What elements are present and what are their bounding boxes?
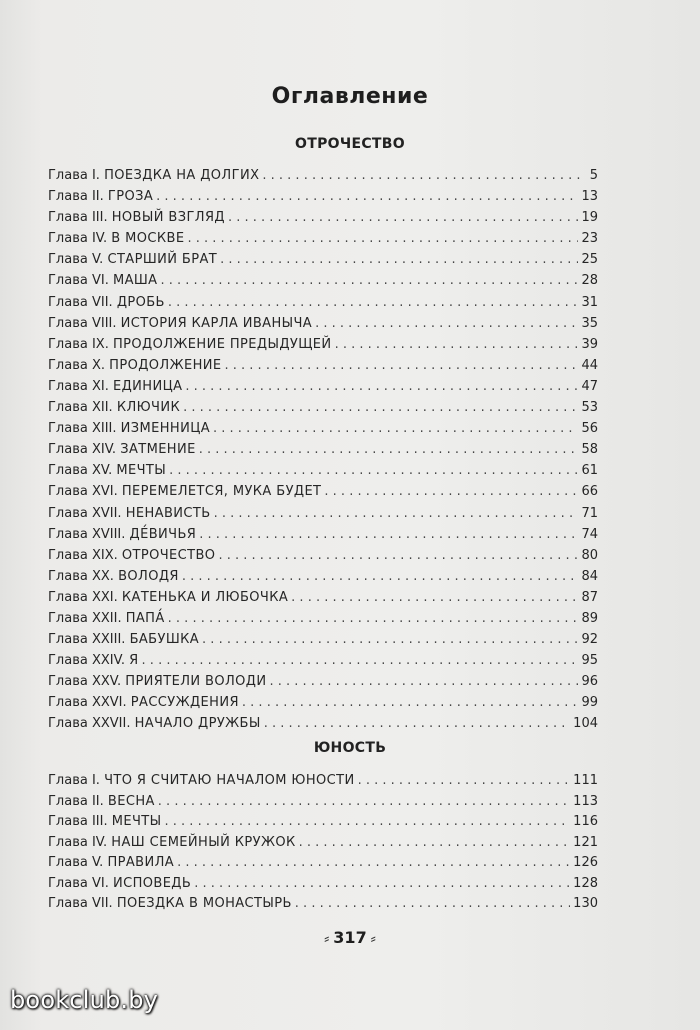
toc-entry-label bbox=[48, 207, 225, 228]
toc-page-number: 126 bbox=[573, 855, 598, 870]
chapter-number: Глава XXV. bbox=[48, 674, 122, 690]
toc-entry-label bbox=[48, 650, 139, 671]
chapter-number: Глава XXIV. bbox=[48, 653, 125, 669]
dot-leader bbox=[182, 566, 579, 587]
dot-leader bbox=[160, 270, 578, 291]
toc-entry-label bbox=[48, 832, 296, 853]
toc-page-number: 47 bbox=[581, 378, 598, 394]
dot-leader bbox=[242, 692, 579, 713]
section-title-yunost: ЮНОСТЬ bbox=[313, 740, 387, 756]
toc-page-number: 95 bbox=[581, 653, 598, 669]
chapter-title: ПРОДОЛЖЕНИЕ bbox=[109, 357, 222, 373]
toc-entry bbox=[48, 313, 598, 334]
toc-page-number: 5 bbox=[589, 168, 598, 183]
chapter-number: Глава VII. bbox=[48, 896, 113, 911]
chapter-title: ИЗМЕННИЦА bbox=[120, 421, 211, 437]
toc-entry bbox=[48, 524, 598, 545]
chapter-number: Глава VII. bbox=[48, 294, 113, 310]
chapter-number: Глава II. bbox=[48, 793, 104, 809]
chapter-title: ОТРОЧЕСТВО bbox=[121, 547, 216, 563]
chapter-title: Я bbox=[129, 653, 139, 669]
toc-page-number: 61 bbox=[581, 463, 598, 479]
dot-leader bbox=[228, 207, 579, 228]
toc-entry bbox=[48, 207, 598, 228]
dot-leader bbox=[315, 313, 578, 334]
toc-entry-label bbox=[48, 292, 165, 313]
chapter-number: Глава II. bbox=[48, 189, 104, 205]
toc-page-number: 23 bbox=[581, 231, 598, 247]
dot-leader bbox=[295, 893, 570, 914]
toc-page-number: 92 bbox=[581, 632, 598, 648]
toc-entry-label bbox=[48, 503, 211, 524]
toc-entry-label bbox=[48, 460, 166, 481]
chapter-number: Глава XXII. bbox=[48, 610, 122, 626]
toc-page-number: 35 bbox=[581, 315, 598, 331]
chapter-number: Глава XIII. bbox=[48, 421, 117, 437]
chapter-number: Глава IV. bbox=[48, 231, 108, 247]
toc-entry-label bbox=[48, 376, 182, 397]
dot-leader bbox=[214, 503, 579, 524]
toc-entry-label bbox=[48, 313, 312, 334]
toc-entry-label bbox=[48, 270, 157, 291]
ornament-right-icon: ⸗ bbox=[370, 929, 376, 947]
toc-entry bbox=[48, 832, 598, 853]
toc-page-number: 99 bbox=[581, 695, 598, 711]
chapter-title: МЕЧТЫ bbox=[116, 463, 167, 479]
toc-page-number: 84 bbox=[581, 568, 598, 584]
toc-page-number: 25 bbox=[581, 252, 598, 268]
toc-entry bbox=[48, 692, 598, 713]
section-title-otrochestvo: ОТРОЧЕСТВО bbox=[295, 136, 405, 152]
toc-page-number: 128 bbox=[573, 875, 598, 891]
toc-entry bbox=[48, 852, 598, 873]
toc-page-number: 39 bbox=[581, 336, 598, 352]
chapter-title: МАША bbox=[112, 273, 158, 289]
toc-page-number: 89 bbox=[581, 610, 598, 626]
toc-list-otrochestvo bbox=[48, 165, 598, 735]
dot-leader bbox=[218, 545, 578, 566]
toc-entry bbox=[48, 397, 598, 418]
dot-leader bbox=[142, 650, 579, 671]
toc-entry-label bbox=[48, 418, 210, 439]
chapter-title: ИСПОВЕДЬ bbox=[112, 875, 192, 891]
chapter-title: ЗАТМЕНИЕ bbox=[120, 442, 196, 458]
chapter-title: ЧТО Я СЧИТАЮ НАЧАЛОМ ЮНОСТИ bbox=[104, 773, 355, 788]
toc-entry bbox=[48, 566, 598, 587]
dot-leader bbox=[187, 228, 578, 249]
dot-leader bbox=[183, 397, 578, 418]
toc-entry bbox=[48, 893, 598, 914]
chapter-number: Глава VIII. bbox=[48, 315, 117, 331]
chapter-title: НАЧАЛО ДРУЖБЫ bbox=[134, 716, 261, 732]
chapter-number: Глава III. bbox=[48, 814, 108, 829]
toc-entry bbox=[48, 165, 598, 186]
chapter-title: ПРИЯТЕЛИ ВОЛОДИ bbox=[125, 674, 267, 690]
toc-entry bbox=[48, 270, 598, 291]
chapter-number: Глава V. bbox=[48, 252, 104, 268]
toc-entry bbox=[48, 503, 598, 524]
dot-leader bbox=[168, 608, 579, 629]
dot-leader bbox=[335, 334, 579, 355]
toc-entry-label bbox=[48, 524, 196, 545]
toc-entry-label bbox=[48, 811, 162, 832]
toc-page-number: 13 bbox=[581, 189, 598, 205]
chapter-number: Глава III. bbox=[48, 210, 108, 226]
chapter-number: Глава XVII. bbox=[48, 505, 122, 521]
toc-entry bbox=[48, 873, 598, 894]
toc-entry-label bbox=[48, 608, 165, 629]
toc-entry-label bbox=[48, 355, 222, 376]
toc-entry bbox=[48, 186, 598, 207]
chapter-title: ВОЛОДЯ bbox=[118, 568, 179, 584]
toc-entry-label bbox=[48, 692, 239, 713]
chapter-title: ИСТОРИЯ КАРЛА ИВАНЫЧА bbox=[120, 315, 313, 331]
chapter-number: Глава XXI. bbox=[48, 589, 118, 605]
dot-leader bbox=[177, 852, 570, 873]
chapter-number: Глава IX. bbox=[48, 336, 109, 352]
chapter-title: КАТЕНЬКА И ЛЮБОЧКА bbox=[121, 589, 289, 605]
dot-leader bbox=[199, 439, 579, 460]
toc-entry bbox=[48, 629, 598, 650]
chapter-number: Глава XII. bbox=[48, 400, 113, 416]
chapter-number: Глава XX. bbox=[48, 568, 114, 584]
chapter-title: ГРОЗА bbox=[107, 189, 154, 205]
chapter-title: ПАПА́ bbox=[125, 610, 165, 626]
toc-entry-label bbox=[48, 228, 184, 249]
chapter-title: ВЕСНА bbox=[107, 793, 155, 809]
toc-page-number: 58 bbox=[581, 442, 598, 458]
chapter-number: Глава XIV. bbox=[48, 442, 117, 458]
dot-leader bbox=[185, 376, 578, 397]
dot-leader bbox=[264, 713, 570, 734]
dot-leader bbox=[220, 249, 578, 270]
toc-list-yunost bbox=[48, 770, 598, 914]
toc-entry bbox=[48, 292, 598, 313]
toc-entry-label bbox=[48, 566, 179, 587]
dot-leader bbox=[324, 481, 578, 502]
toc-entry bbox=[48, 481, 598, 502]
toc-entry-label bbox=[48, 791, 155, 812]
chapter-number: Глава IV. bbox=[48, 834, 108, 850]
chapter-number: Глава VI. bbox=[48, 273, 109, 289]
dot-leader bbox=[194, 873, 570, 894]
chapter-number: Глава XI. bbox=[48, 378, 109, 394]
toc-entry-label bbox=[48, 481, 321, 502]
chapter-number: Глава X. bbox=[48, 357, 106, 373]
dot-leader bbox=[269, 671, 578, 692]
toc-entry-label bbox=[48, 852, 174, 873]
toc-entry bbox=[48, 650, 598, 671]
chapter-title: НОВЫЙ ВЗГЛЯД bbox=[111, 210, 225, 226]
chapter-title: ДРОБЬ bbox=[116, 294, 165, 310]
toc-entry bbox=[48, 770, 598, 791]
chapter-number: Глава XXVII. bbox=[48, 716, 131, 732]
chapter-title: ПОЕЗДКА НА ДОЛГИХ bbox=[104, 168, 260, 183]
page-folio bbox=[0, 928, 700, 947]
toc-entry-label bbox=[48, 334, 332, 355]
toc-entry bbox=[48, 439, 598, 460]
chapter-number: Глава I. bbox=[48, 773, 100, 788]
toc-entry bbox=[48, 460, 598, 481]
toc-page-number: 111 bbox=[573, 773, 598, 788]
toc-page-number: 56 bbox=[581, 421, 598, 437]
chapter-title: БАБУШКА bbox=[129, 632, 200, 648]
toc-entry bbox=[48, 671, 598, 692]
dot-leader bbox=[156, 186, 578, 207]
toc-entry-label bbox=[48, 713, 261, 734]
toc-page-number: 113 bbox=[573, 793, 598, 809]
chapter-title: СТАРШИЙ БРАТ bbox=[107, 252, 218, 268]
page-number: 317 bbox=[333, 928, 367, 947]
chapter-title: ПОЕЗДКА В МОНАСТЫРЬ bbox=[116, 896, 292, 911]
dot-leader bbox=[225, 355, 579, 376]
toc-page-number: 19 bbox=[581, 210, 598, 226]
dot-leader bbox=[262, 165, 581, 186]
dot-leader bbox=[199, 524, 578, 545]
toc-page-number: 53 bbox=[581, 400, 598, 416]
toc-entry-label bbox=[48, 671, 266, 692]
toc-entry bbox=[48, 418, 598, 439]
toc-entry-label bbox=[48, 873, 191, 894]
chapter-title: КЛЮЧИК bbox=[116, 400, 181, 416]
toc-entry-label bbox=[48, 186, 153, 207]
dot-leader bbox=[358, 770, 571, 791]
chapter-number: Глава XXIII. bbox=[48, 632, 126, 648]
chapter-number: Глава XVI. bbox=[48, 484, 118, 500]
toc-page-number: 74 bbox=[581, 526, 598, 542]
chapter-title: МЕЧТЫ bbox=[111, 814, 162, 829]
chapter-number: Глава XV. bbox=[48, 463, 113, 479]
chapter-number: Глава V. bbox=[48, 855, 104, 870]
watermark: bookclub.by bbox=[10, 986, 159, 1014]
toc-entry bbox=[48, 713, 598, 734]
toc-entry bbox=[48, 228, 598, 249]
chapter-number: Глава I. bbox=[48, 168, 100, 183]
toc-page-number: 87 bbox=[581, 589, 598, 605]
chapter-number: Глава XIX. bbox=[48, 547, 118, 563]
chapter-title: ДЕ́ВИЧЬЯ bbox=[129, 526, 197, 542]
dot-leader bbox=[169, 460, 578, 481]
toc-page-number: 80 bbox=[581, 547, 598, 563]
toc-page-number: 121 bbox=[573, 834, 598, 850]
chapter-title: НАШ СЕМЕЙНЫЙ КРУЖОК bbox=[111, 834, 296, 850]
chapter-number: Глава XVIII. bbox=[48, 526, 126, 542]
toc-entry-label bbox=[48, 165, 259, 186]
chapter-title: В МОСКВЕ bbox=[111, 231, 185, 247]
dot-leader bbox=[168, 292, 579, 313]
dot-leader bbox=[291, 587, 578, 608]
dot-leader bbox=[213, 418, 578, 439]
ornament-left-icon: ⸗ bbox=[324, 929, 330, 947]
page-title: Оглавление bbox=[271, 84, 429, 109]
chapter-title: ЕДИНИЦА bbox=[112, 378, 183, 394]
toc-page-number: 130 bbox=[573, 896, 598, 911]
dot-leader bbox=[202, 629, 578, 650]
toc-entry-label bbox=[48, 439, 196, 460]
toc-entry bbox=[48, 587, 598, 608]
toc-entry-label bbox=[48, 545, 215, 566]
dot-leader bbox=[165, 811, 571, 832]
toc-page-number: 104 bbox=[573, 716, 598, 732]
toc-page-number: 116 bbox=[573, 814, 598, 829]
toc-page-number: 66 bbox=[581, 484, 598, 500]
toc-page-number: 96 bbox=[581, 674, 598, 690]
chapter-title: НЕНАВИСТЬ bbox=[125, 505, 211, 521]
toc-entry bbox=[48, 608, 598, 629]
toc-page-number: 71 bbox=[581, 505, 598, 521]
toc-entry bbox=[48, 334, 598, 355]
toc-entry bbox=[48, 355, 598, 376]
chapter-number: Глава XXVI. bbox=[48, 695, 127, 711]
toc-entry-label bbox=[48, 893, 292, 914]
chapter-title: ПРАВИЛА bbox=[107, 855, 175, 870]
chapter-number: Глава VI. bbox=[48, 875, 109, 891]
toc-entry-label bbox=[48, 397, 180, 418]
dot-leader bbox=[158, 791, 570, 812]
toc-entry-label bbox=[48, 249, 217, 270]
chapter-title: ПЕРЕМЕЛЕТСЯ, МУКА БУДЕТ bbox=[121, 484, 322, 500]
dot-leader bbox=[299, 832, 571, 853]
toc-entry-label bbox=[48, 629, 199, 650]
toc-page-number: 31 bbox=[581, 294, 598, 310]
toc-entry-label bbox=[48, 587, 288, 608]
chapter-title: ПРОДОЛЖЕНИЕ ПРЕДЫДУЩЕЙ bbox=[112, 336, 332, 352]
toc-entry bbox=[48, 376, 598, 397]
toc-entry bbox=[48, 791, 598, 812]
toc-entry-label bbox=[48, 770, 355, 791]
toc-entry bbox=[48, 249, 598, 270]
chapter-title: РАССУЖДЕНИЯ bbox=[130, 695, 239, 711]
toc-page-number: 28 bbox=[581, 273, 598, 289]
toc-entry bbox=[48, 545, 598, 566]
toc-page-number: 44 bbox=[581, 357, 598, 373]
toc-entry bbox=[48, 811, 598, 832]
